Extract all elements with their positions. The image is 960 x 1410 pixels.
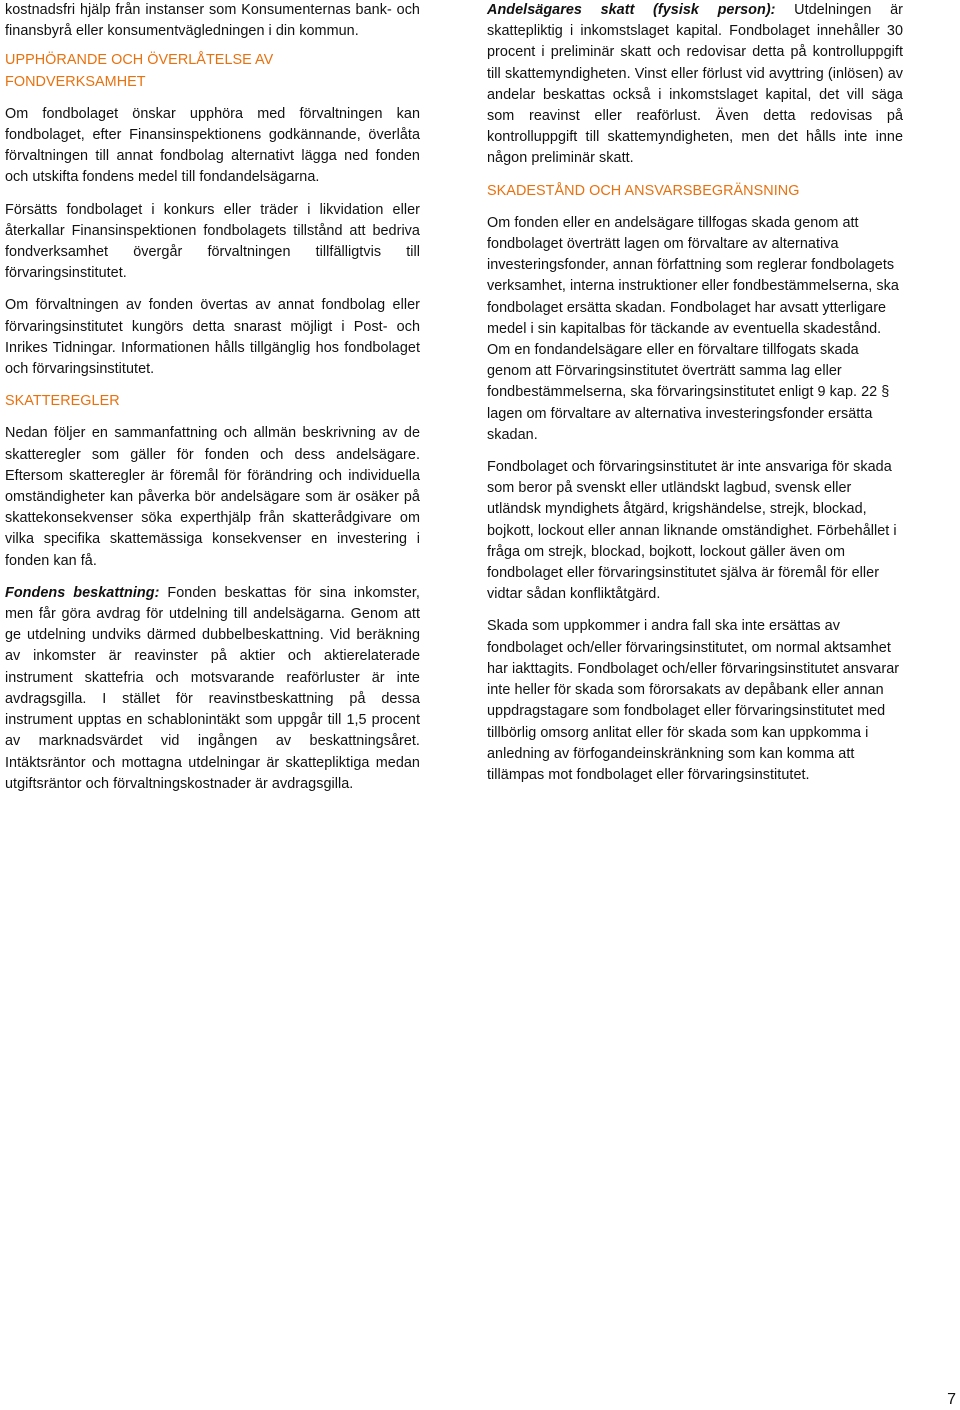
- tax-heading: SKATTEREGLER: [5, 393, 120, 410]
- fund-tax-text: Fonden beskattas för sina inkomster, men får göra avdrag för utdelning till andelsägarna. Genom att ge utdelning undviks därmed dubbelbeskattning. Vid beräkning av inkomster är reavinster på aktier och aktierelaterade instrument skattefria och motsvarande reaförluster är inte avdragsgilla. I stället för reavinstbeskattning på dessa instrument upptas en schablonintäkt som uppgår till 1,5 procent av marknadsvärdet vid ingången av beskattningsåret. Intäktsräntor och mottagna utdelningar är skattepliktiga medan utgiftsräntor och förvaltningskostnader är avdragsgilla.: [5, 584, 420, 792]
- termination-paragraph-2: Försätts fondbolaget i konkurs eller träder i likvidation eller återkallar Finansinspektionen fondbolagets tillstånd att bedriva fondverksamhet övergår förvaltningen tillfälligtvis till förvaringsinstitutet.: [5, 201, 420, 282]
- intro-paragraph: kostnadsfri hjälp från instanser som Konsumenternas bank- och finansbyrå eller konsumentvägledningen i din kommun.: [5, 2, 420, 40]
- liability-heading: SKADESTÅND OCH ANSVARSBEGRÄNSNING: [487, 182, 800, 199]
- termination-paragraph-3: Om förvaltningen av fonden övertas av annat fondbolag eller förvaringsinstitutet kungörs detta snarast möjligt i Post- och Inrikes Tidningar. Informationen hålls tillgänglig hos fondbolaget och förvaringsinstitutet.: [5, 297, 420, 378]
- holder-tax-text: Utdelningen är skattepliktig i inkomstslaget kapital. Fondbolaget innehåller 30 procent i preliminär skatt och redovisar detta på kontrolluppgift till skattemyndigheten. Vinst eller förlust vid avyttring (inlösen) av andelar beskattas också i inkomstslaget kapital, det vill säga som reavinst eller reaförlust. Även detta redovisas på kontrolluppgift till skattemyndigheten, men det hålls inte inne någon preliminär skatt.: [487, 2, 903, 167]
- fund-tax-lead: Fondens beskattning:: [5, 584, 160, 601]
- termination-paragraph-1: Om fondbolaget önskar upphöra med förvaltningen kan fondbolaget, efter Finansinspektionens godkännande, överlåta förvaltningen till annat fondbolag alternativt lägga ned fonden och utskifta fondens medel till fondandelsägarna.: [5, 105, 420, 186]
- page-number: 7: [947, 1391, 956, 1408]
- left-column: [5, 0, 420, 806]
- holder-tax-paragraph: [487, 0, 903, 170]
- liability-paragraph-1: Om fonden eller en andelsägare tillfogas skada genom att fondbolaget överträtt lagen om förvaltare av alternativa investeringsfonder, annan författning som reglerar fondbolagets verksamhet, interna instruktioner eller fondbestämmelserna, ska fondbolaget ersätta skadan. Fondbolaget har avsatt ytterligare medel i sin kapitalbas för täckande av eventuella skadestånd. Om en fondandelsägare eller en förvaltare tillfogats skada genom att Förvaringsinstitutet överträtt samma lag eller fondbestämmelserna, ska förvaringsinstitutet enligt 9 kap. 22 § lagen om förvaltare av alternativa investeringsfonder ersätta skadan.: [487, 214, 899, 443]
- holder-tax-lead: Andelsägares skatt (fysisk person):: [487, 2, 776, 18]
- liability-paragraph-3: Skada som uppkommer i andra fall ska inte ersättas av fondbolaget och/eller förvaringsinstitutet, om normal aktsamhet har iakttagits. Fondbolaget och/eller förvaringsinstitutet ansvarar inte heller för skada som förorsakats av depåbank eller annan uppdragstagare som fondbolaget eller förvaringsinstitutet med tillbörlig omsorg anlitat eller för skada som kan uppkomma i anledning av förfogandeinskränkning som kan komma att tillämpas mot fondbolaget eller förvaringsinstitutet.: [487, 618, 900, 783]
- termination-heading: UPPHÖRANDE OCH ÖVERLÅTELSE AV FONDVERKSAMHET: [5, 52, 274, 90]
- tax-intro-paragraph: Nedan följer en sammanfattning och allmän beskrivning av de skatteregler som gäller för fonden och dess andelsägare. Eftersom skatteregler är föremål för förändring och individuella omständigheter kan påverka bör andelsägare som är osäker på skattekonsekvenser söka experthjälp från skatterådgivare om vilka specifika skattemässiga konsekvenser en investering i fonden kan få.: [5, 425, 420, 569]
- liability-paragraph-2: Fondbolaget och förvaringsinstitutet är inte ansvariga för skada som beror på svenskt eller utländskt lagbud, svensk eller utländsk myndighets åtgärd, krigshändelse, strejk, blockad, bojkott, lockout eller annan liknande omständighet. Förbehållet i fråga om strejk, blockad, bojkott, lockout gäller även om fondbolaget eller förvaringsinstitutet själva är föremål för eller vidtar sådan konfliktåtgärd.: [487, 459, 897, 603]
- right-column: [487, 0, 903, 797]
- fund-tax-paragraph: [5, 583, 420, 795]
